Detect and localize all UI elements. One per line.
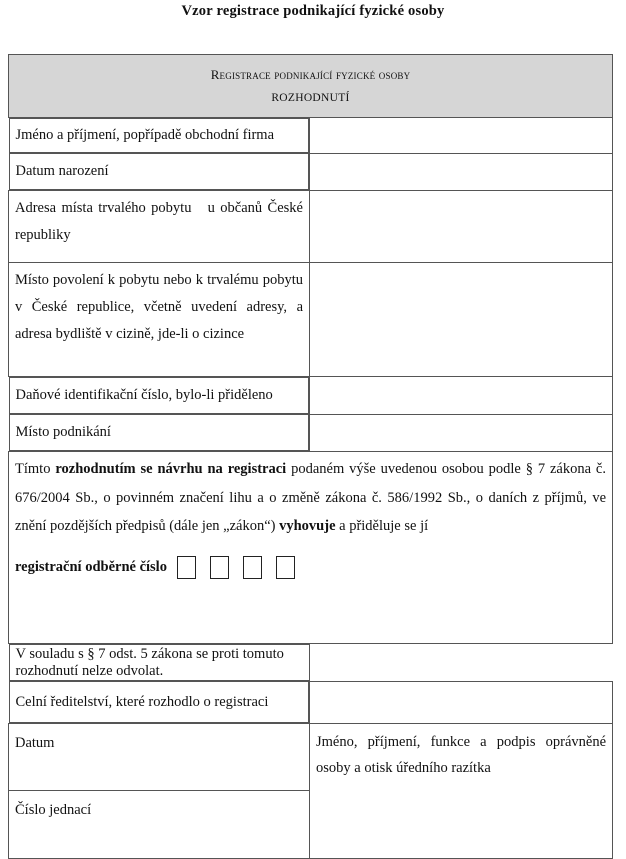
label-business-place xyxy=(9,414,310,451)
label-tax-id xyxy=(9,377,310,414)
decision-bold-2: vyhovuje xyxy=(279,518,336,534)
label-stay-permit: Místo povolení k pobytu nebo k trvalému pobytu v České republice, včetně uvedení adresy, a adresa bydliště v cizině, jde-li o cizince xyxy=(9,263,310,377)
decision-text xyxy=(15,455,606,541)
value-residence xyxy=(310,191,613,263)
registration-number-row xyxy=(15,553,606,583)
decision-paragraph xyxy=(9,452,613,644)
value-customs-office xyxy=(310,681,613,724)
decision-text-2: podaném výše uvedenou osobou podle § 7 zákona č. 676/2004 Sb., o povinném značení lihu a o změně zákona č. 586/1992 Sb., o daních z příjmů, ve znění pozdějších předpisů (dále jen „zákon“) xyxy=(15,461,607,534)
label-reference-number-text: Číslo jednací xyxy=(15,802,92,818)
label-tax-id-text: Daňové identifikační číslo, bylo-li přiděleno xyxy=(15,387,273,403)
form-header-title-text: Registrace podnikající fyzické osoby xyxy=(210,67,411,82)
registration-number-box-2[interactable] xyxy=(210,556,229,579)
label-business-place-text: Místo podnikání xyxy=(15,424,111,440)
value-name xyxy=(310,118,613,154)
value-tax-id xyxy=(310,377,613,415)
label-customs-office-text: Celní ředitelství, které rozhodlo o registraci xyxy=(15,693,269,710)
label-date xyxy=(9,724,310,791)
value-business-place xyxy=(310,414,613,452)
label-birth-date-text: Datum narození xyxy=(15,163,109,179)
label-residence: Adresa místa trvalého pobytu u občanů České republiky xyxy=(9,191,310,263)
registration-form-table xyxy=(8,54,613,859)
label-name xyxy=(9,118,310,153)
value-stay-permit xyxy=(310,263,613,377)
value-birth-date xyxy=(310,153,613,191)
registration-number-label: registrační odběrné číslo xyxy=(15,559,167,576)
registration-number-box-3[interactable] xyxy=(243,556,262,579)
form-header xyxy=(9,55,613,118)
registration-number-box-4[interactable] xyxy=(276,556,295,579)
decision-bold-1: rozhodnutím se návrhu na registraci xyxy=(55,461,287,477)
label-reference-number xyxy=(9,791,310,859)
label-name-text: Jméno a příjmení, popřípadě obchodní firma xyxy=(15,127,275,143)
registration-number-box-1[interactable] xyxy=(177,556,196,579)
appeal-note-text: V souladu s § 7 odst. 5 zákona se proti tomuto rozhodnutí nelze odvolat. xyxy=(15,645,284,679)
document-title: Vzor registrace podnikající fyzické osoby xyxy=(181,3,445,19)
form-header-title xyxy=(9,67,612,83)
form-header-subtitle: ROZHODNUTÍ xyxy=(271,92,350,104)
decision-text-1: Tímto xyxy=(15,461,56,477)
label-customs-office xyxy=(9,681,310,723)
decision-text-3: a přiděluje se jí xyxy=(335,518,429,534)
appeal-note xyxy=(9,644,310,681)
signature-block: Jméno, příjmení, funkce a podpis oprávněné osoby a otisk úředního razítka xyxy=(310,724,613,859)
label-birth-date xyxy=(9,153,310,190)
label-date-text: Datum xyxy=(15,735,55,751)
